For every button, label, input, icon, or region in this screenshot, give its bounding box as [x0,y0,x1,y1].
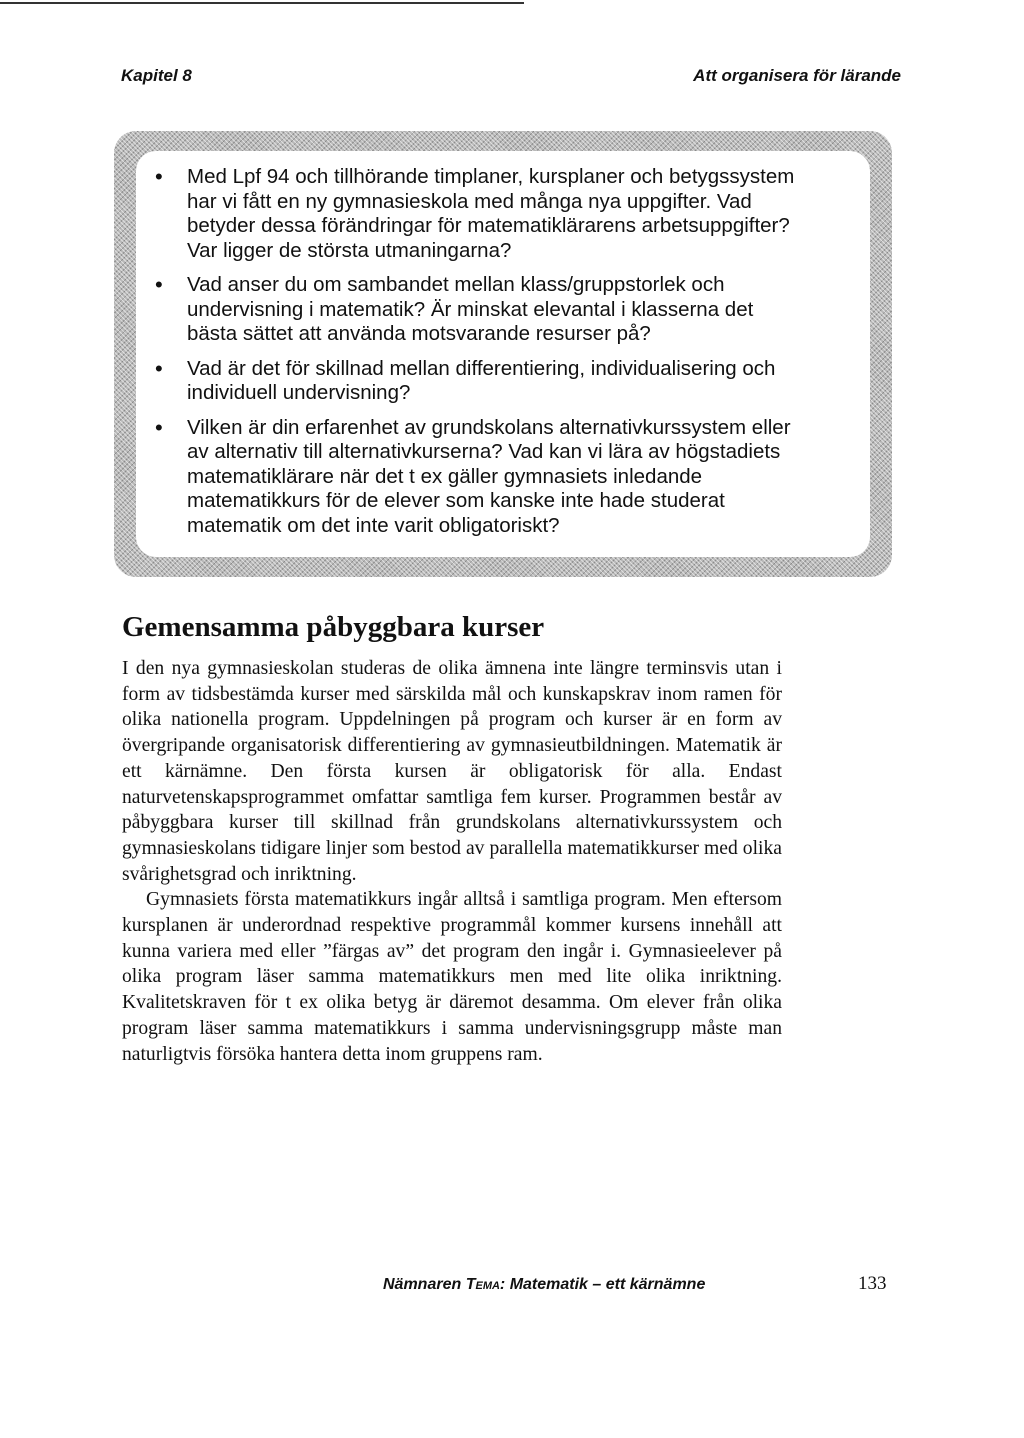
discussion-questions [155,165,795,548]
body-paragraph: I den nya gymnasieskolan studeras de olika ämnena inte längre terminsvis utan i form av tidsbestämda kurser med särskilda mål och kunskapskrav inom ramen för olika nationella program. Uppdelningen på program och kurser är en form av övergripande organisatorisk differentiering av gymnasieutbildningen. Matematik är ett kärnämne. Den första kursen är obligatorisk för alla. Endast naturvetenskapsprogrammet omfattar samtliga fem kurser. Programmen består av påbyggbara kurser till skillnad från grundskolans alternativkurssystem och gymnasieskolans tidigare linjer som bestod av parallella matematikkurser med olika svårighetsgrad och inriktning. [122,658,782,885]
question-item [155,273,795,347]
question-text: Vad anser du om sambandet mellan klass/gruppstorlek och undervisning i matematik? Är minskat elevantal i klasserna det bästa sättet att använda motsvarande resurser på? [187,273,754,345]
running-header-chapter: Kapitel 8 [121,66,192,85]
question-item [155,165,795,263]
footer-theme-title: Matematik – ett kärnämne [509,1276,706,1293]
body-paragraph: Gymnasiets första matematikkurs ingår alltså i samtliga program. Men eftersom kursplanen är underordnad respektive programmål kommer kursens innehåll att kunna variera med eller ”färgas av” det program den ingår i. Gymnasieelever på olika program läser samma matematikkurs men med lite olika inriktning. Kvalitetskraven för t ex olika betyg är däremot desamma. Om elever från olika program läser samma matematikkurs i samma undervisningsgrupp måste man naturligtvis försöka hantera detta inom gruppens ram. [122,889,782,1065]
section-heading: Gemensamma påbyggbara kurser [122,611,545,643]
question-text: Med Lpf 94 och tillhörande timplaner, kursplaner och betygssystem har vi fått en ny gymnasieskola med många nya uppgifter. Vad betyder dessa förändringar för matematiklärarens arbetsuppgifter? Var ligger de största utmaningarna? [187,165,795,262]
question-item [155,357,795,406]
section-body [122,656,782,1067]
bullet-icon: • [155,164,163,189]
running-footer-title [383,1275,705,1295]
question-text: Vad är det för skillnad mellan differentiering, individualisering och individuell undervisning? [187,356,776,404]
bullet-icon: • [155,355,163,381]
bullet-icon: • [155,272,163,297]
footer-tema-label: Tema: [465,1276,506,1293]
running-header-section: Att organisera för lärande [693,66,901,85]
bullet-icon: • [155,414,163,440]
question-text: Vilken är din erfarenhet av grundskolans alternativkurssystem eller av alternativ till alternativkurserna? Vad kan vi lära av högstadiets matematiklärare när det t ex gäller gymnasiets inledande matematikkurs för de elever som kanske inte hade studerat matematik om det inte varit obligatoriskt? [187,415,791,537]
question-item [155,416,795,539]
top-rule [0,2,524,4]
footer-publication: Nämnaren [383,1276,462,1293]
page-number: 133 [858,1273,887,1294]
